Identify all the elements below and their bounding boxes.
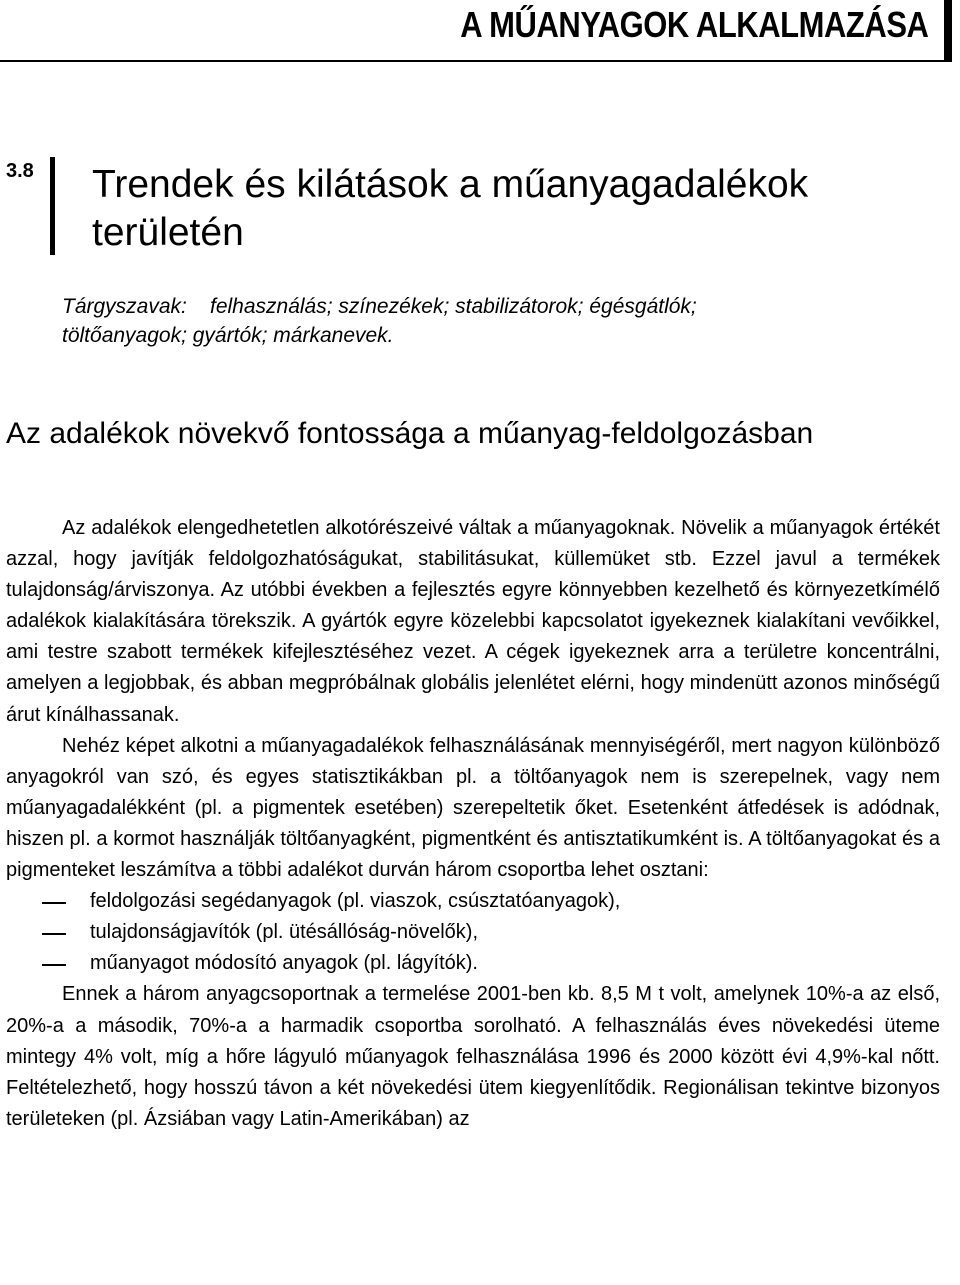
- list-item: [6, 886, 940, 917]
- paragraph-3: Ennek a három anyagcsoportnak a termelése 2001-ben kb. 8,5 M t volt, amelynek 10%-a az első, 20%-a a második, 70%-a a harmadik csoportba sorolható. A felhasználás éves növekedési üteme mintegy 4% volt, míg a hőre lágyuló műanyagok felhasználása 1996 és 2000 között évi 4,9%-kal nőtt. Feltételezhető, hogy hosszú távon a két növekedési ütem kiegyenlítődik. Regionálisan tekintve bizonyos területeken (pl. Ázsiában vagy Latin-Amerikában) az: [6, 983, 940, 1130]
- running-title: A MŰANYAGOK ALKALMAZÁSA: [459, 4, 928, 45]
- list-item: [6, 948, 940, 979]
- paragraph-1: Az adalékok elengedhetetlen alkotórészeivé váltak a műanyagoknak. Növelik a műanyagok értékét azzal, hogy javítják feldolgozhatóságukat, stabilitásukat, küllemüket stb. Ezzel javul a termékek tulajdonság/árviszonya. Az utóbbi években a fejlesztés egyre könnyebben kezelhető és környezetkímélő adalékok kialakítására törekszik. A gyártók egyre közelebbi kapcsolatot igyekeznek kialakítani vevőikkel, ami testre szabott termékek kifejlesztéséhez vezet. A cégek igyekeznek arra a területre koncentrálni, amelyen a legjobbak, és abban megpróbálnak globális jelenlétet elérni, hogy mindenütt azonos minőségű árut kínálhassanak.: [6, 517, 940, 726]
- keywords-label: Tárgyszavak:: [62, 295, 187, 318]
- paragraph-2: Nehéz képet alkotni a műanyagadalékok felhasználásának mennyiségéről, mert nagyon különböző anyagokról van szó, és egyes statisztikákban pl. a töltőanyagok nem is szerepelnek, vagy nem műanyagadalékként (pl. a pigmentek esetében) szerepeltetik őket. Esetenként átfedések is adódnak, hiszen pl. a kormot használják töltőanyagként, pigmentként és antisztatikumként is. A töltőanyagokat és a pigmenteket leszámítva a többi adalékot durván három csoportba lehet osztani:: [6, 734, 940, 882]
- dash-bullet-icon: [42, 933, 66, 935]
- section-title: Az adalékok növekvő fontossága a műanyag-feldolgozásban: [6, 417, 814, 450]
- list-item-text: tulajdonságjavítók (pl. ütésállóság-növelők),: [90, 921, 478, 944]
- keywords-line-1: felhasználás; színezékek; stabilizátorok; égésgátlók;: [210, 295, 697, 318]
- list-item: [6, 917, 940, 948]
- header-rule-horizontal: [0, 60, 952, 62]
- list-item-text: műanyagot módosító anyagok (pl. lágyítók).: [90, 952, 478, 975]
- chapter-title: Trendek és kilátások a műanyagadalékok területén: [92, 163, 809, 254]
- dash-bullet-icon: [42, 964, 66, 966]
- chapter-bar: [50, 157, 55, 255]
- keywords-block: [62, 292, 942, 350]
- body-text: [6, 513, 940, 1135]
- keywords-line-2: töltőanyagok; gyártók; márkanevek.: [62, 324, 394, 347]
- chapter-number: 3.8: [6, 160, 34, 182]
- dash-bullet-icon: [42, 902, 66, 904]
- additive-groups-list: [6, 886, 940, 979]
- list-item-text: feldolgozási segédanyagok (pl. viaszok, csúsztatóanyagok),: [90, 890, 621, 913]
- running-header: [0, 0, 960, 60]
- header-rule-vertical: [944, 0, 952, 62]
